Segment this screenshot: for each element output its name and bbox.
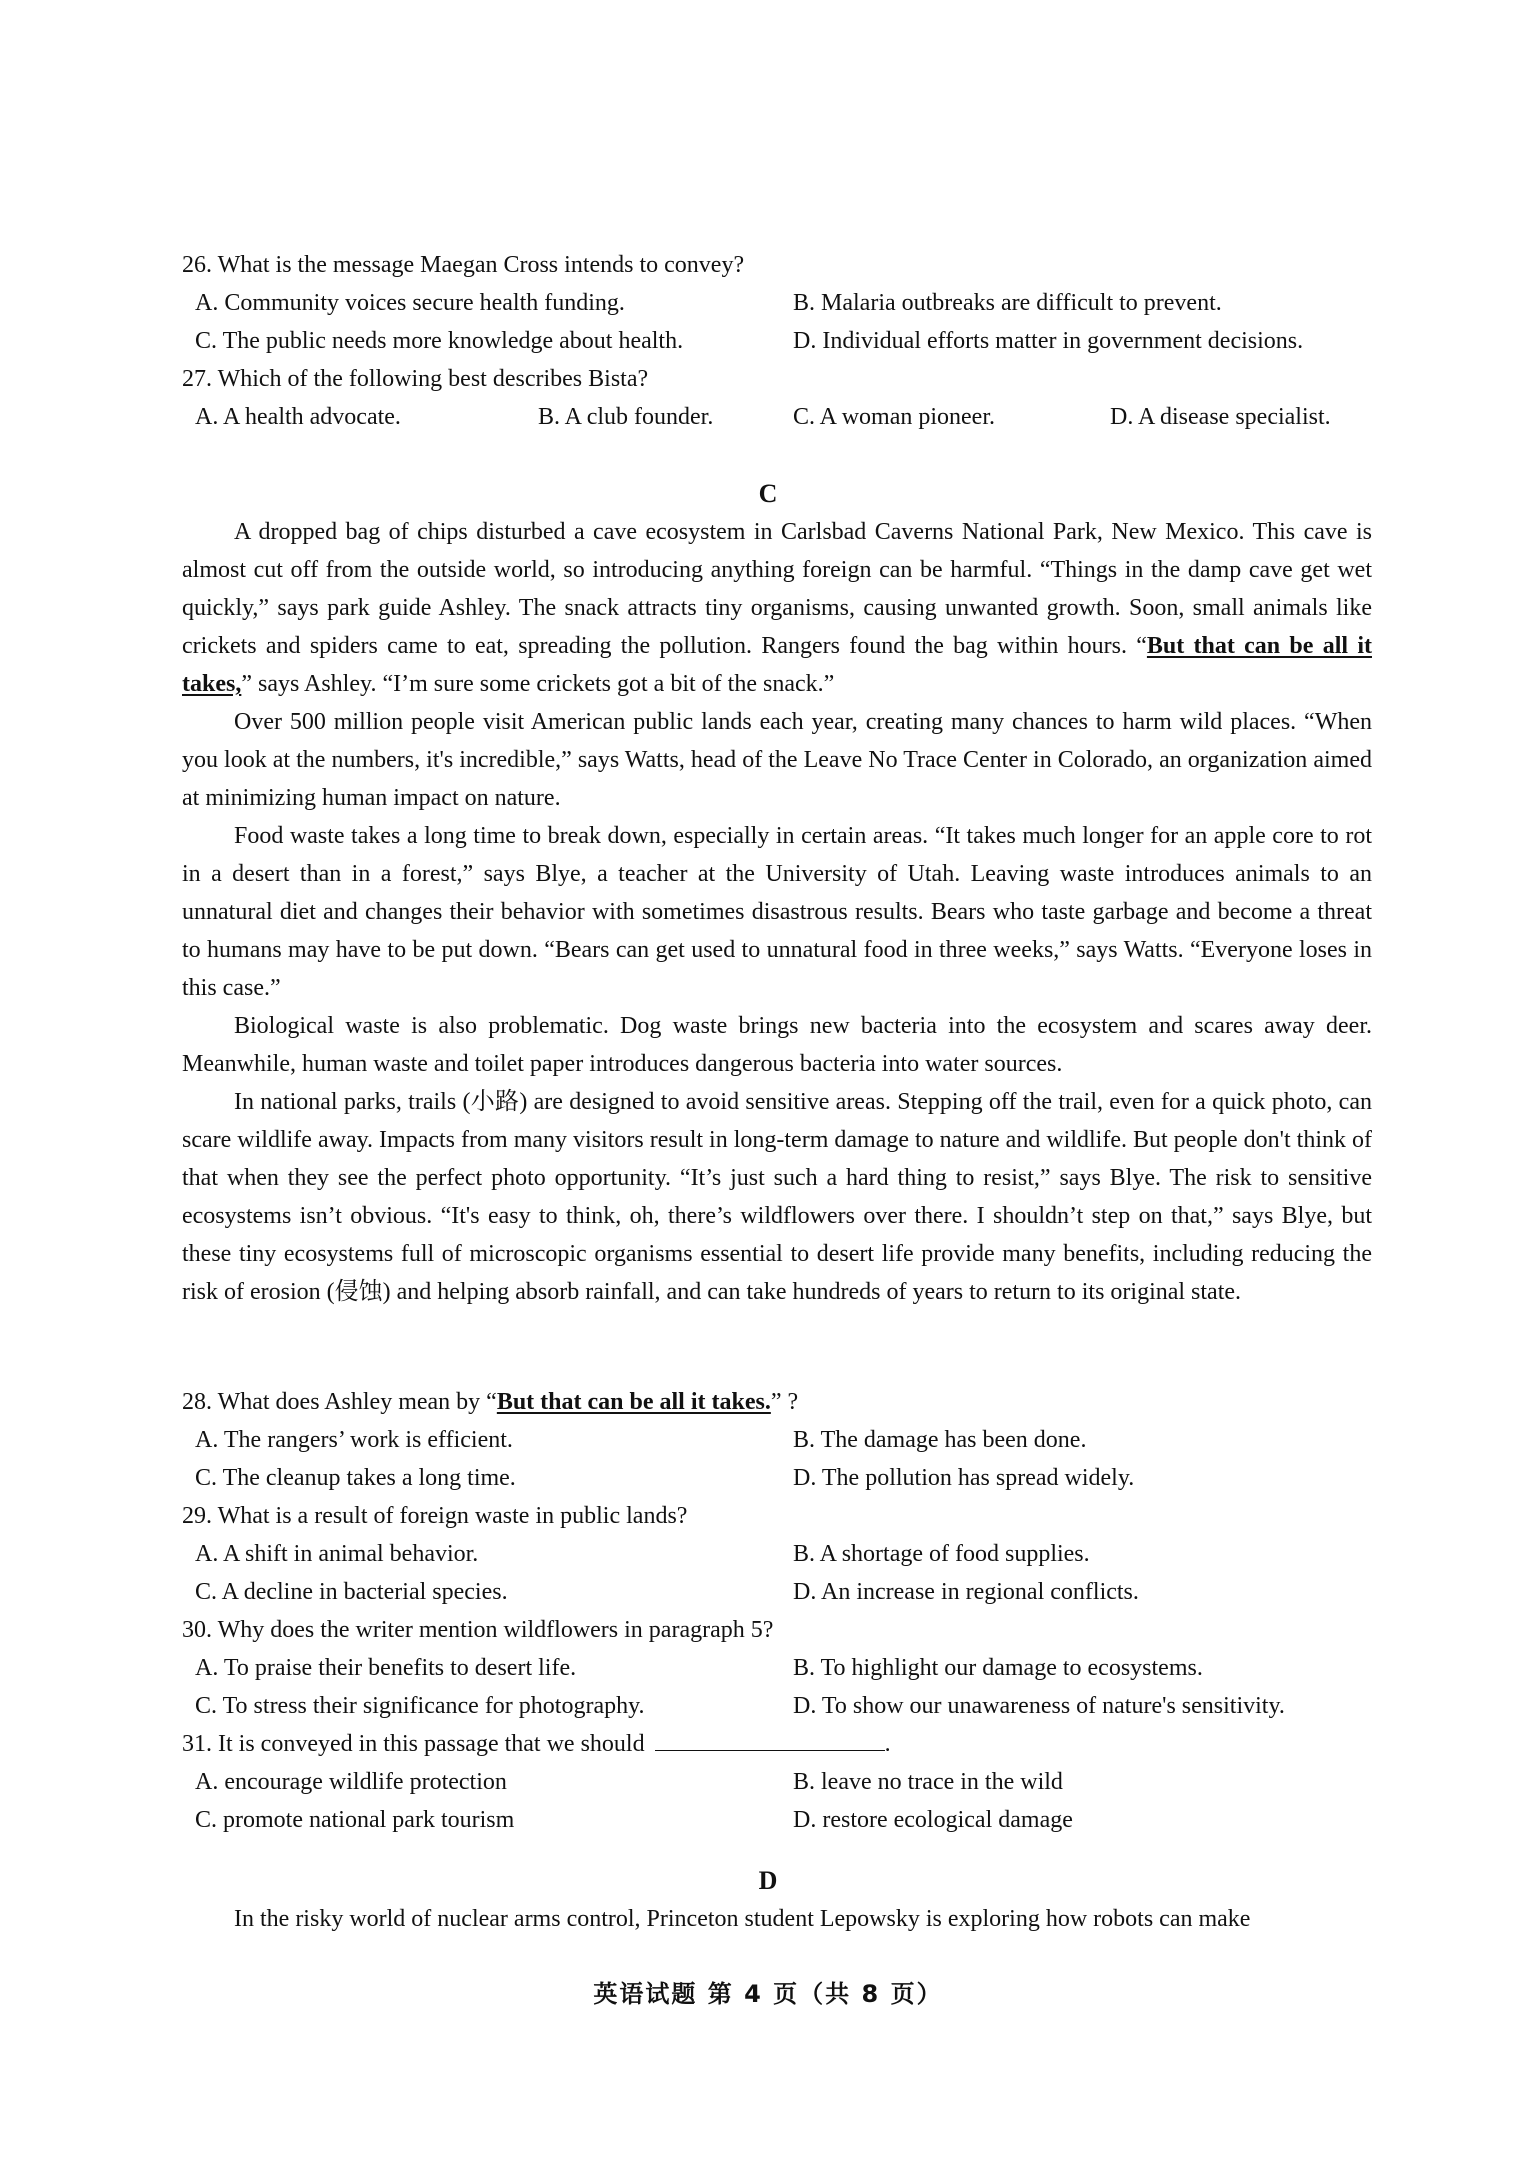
q31-option-b[interactable]: B. leave no trace in the wild	[793, 1769, 1063, 1795]
question-29: 29. What is a result of foreign waste in public lands?	[182, 1503, 688, 1529]
q29-option-c[interactable]: C. A decline in bacterial species.	[195, 1579, 508, 1605]
passage-c-paragraph-2: Over 500 million people visit American public lands each year, creating many chances to harm wild places. “When you look at the numbers, it's incredible,” says Watts, head of the Leave No Trace Center in Colorado, an organization aimed at minimizing human impact on nature.	[182, 709, 1372, 811]
q26-option-d[interactable]: D. Individual efforts matter in government decisions.	[793, 328, 1304, 354]
q30-option-c[interactable]: C. To stress their significance for photography.	[195, 1693, 645, 1719]
passage-c-paragraph-1	[182, 513, 1372, 703]
question-26: 26. What is the message Maegan Cross intends to convey?	[182, 252, 745, 278]
q31-option-c[interactable]: C. promote national park tourism	[195, 1807, 515, 1833]
q31-option-d[interactable]: D. restore ecological damage	[793, 1807, 1073, 1833]
q29-option-b[interactable]: B. A shortage of food supplies.	[793, 1541, 1090, 1567]
q30-option-a[interactable]: A. To praise their benefits to desert life.	[195, 1655, 577, 1681]
q29-option-d[interactable]: D. An increase in regional conflicts.	[793, 1579, 1139, 1605]
q27-option-c[interactable]: C. A woman pioneer.	[793, 404, 995, 430]
q28-text-after: ” ?	[770, 1389, 799, 1415]
q26-option-b[interactable]: B. Malaria outbreaks are difficult to prevent.	[793, 290, 1222, 316]
passage-c-paragraph-4: Biological waste is also problematic. Dog waste brings new bacteria into the ecosystem and scares away deer. Meanwhile, human waste and toilet paper introduces dangerous bacteria into water sources.	[182, 1013, 1372, 1077]
p1-text-before: A dropped bag of chips disturbed a cave ecosystem in Carlsbad Caverns National Park, New Mexico. This cave is almost cut off from the outside world, so introducing anything foreign can be harmful. “Things in the damp cave get wet quickly,” says park guide Ashley. The snack attracts tiny organisms, causing unwanted growth. Soon, small animals like crickets and spiders came to eat, spreading the pollution. Rangers found the bag within hours. “	[182, 519, 1372, 659]
q26-option-a[interactable]: A. Community voices secure health funding.	[195, 290, 625, 316]
q28-option-c[interactable]: C. The cleanup takes a long time.	[195, 1465, 516, 1491]
q26-option-c[interactable]: C. The public needs more knowledge about health.	[195, 328, 684, 354]
q28-text-before: 28. What does Ashley mean by “	[182, 1389, 497, 1415]
section-d-heading: D	[758, 1866, 778, 1895]
page-footer: 英语试题 第 4 页（共 8 页）	[593, 1980, 943, 2008]
q27-option-d[interactable]: D. A disease specialist.	[1110, 404, 1331, 430]
q28-option-d[interactable]: D. The pollution has spread widely.	[793, 1465, 1135, 1491]
passage-c-paragraph-3: Food waste takes a long time to break down, especially in certain areas. “It takes much longer for an apple core to rot in a desert than in a forest,” says Blye, a teacher at the University of Utah. Leaving waste introduces animals to an unnatural diet and changes their behavior with sometimes disastrous results. Bears who taste garbage and become a threat to humans may have to be put down. “Bears can get used to unnatural food in three weeks,” says Watts. “Everyone loses in this case.”	[182, 823, 1372, 1001]
q30-option-b[interactable]: B. To highlight our damage to ecosystems.	[793, 1655, 1203, 1681]
q31-option-a[interactable]: A. encourage wildlife protection	[195, 1769, 507, 1795]
question-31	[182, 1725, 1372, 1763]
q29-option-a[interactable]: A. A shift in animal behavior.	[195, 1541, 479, 1567]
q28-option-b[interactable]: B. The damage has been done.	[793, 1427, 1087, 1453]
q28-underlined-phrase: But that can be all it takes.	[496, 1389, 771, 1415]
p1-underlined-phrase: But that can be all it takes,	[182, 633, 1372, 697]
q30-option-d[interactable]: D. To show our unawareness of nature's sensitivity.	[793, 1693, 1285, 1719]
q28-option-a[interactable]: A. The rangers’ work is efficient.	[195, 1427, 513, 1453]
q27-option-a[interactable]: A. A health advocate.	[195, 404, 401, 430]
section-c-heading: C	[758, 479, 778, 508]
question-30: 30. Why does the writer mention wildflowers in paragraph 5?	[182, 1617, 774, 1643]
answer-blank[interactable]	[655, 1728, 885, 1751]
p1-text-after: ” says Ashley. “I’m sure some crickets got a bit of the snack.”	[241, 671, 835, 697]
passage-c-paragraph-5: In national parks, trails (小路) are designed to avoid sensitive areas. Stepping off the trail, even for a quick photo, can scare wildlife away. Impacts from many visitors result in long-term damage to nature and wildlife. But people don't think of that when they see the perfect photo opportunity. “It’s just such a hard thing to resist,” says Blye. The risk to sensitive ecosystems isn’t obvious. “It's easy to think, oh, there’s wildflowers over there. I shouldn’t step on that,” says Blye, but these tiny ecosystems full of microscopic organisms essential to desert life provide many benefits, including reducing the risk of erosion (侵蚀) and helping absorb rainfall, and can take hundreds of years to return to its original state.	[182, 1089, 1372, 1305]
question-27: 27. Which of the following best describes Bista?	[182, 366, 649, 392]
passage-d-paragraph-1: In the risky world of nuclear arms control, Princeton student Lepowsky is exploring how robots can make	[234, 1906, 1251, 1932]
q31-text: 31. It is conveyed in this passage that we should	[182, 1731, 645, 1757]
question-28	[182, 1383, 1372, 1421]
q31-end: .	[884, 1731, 891, 1757]
q27-option-b[interactable]: B. A club founder.	[538, 404, 714, 430]
